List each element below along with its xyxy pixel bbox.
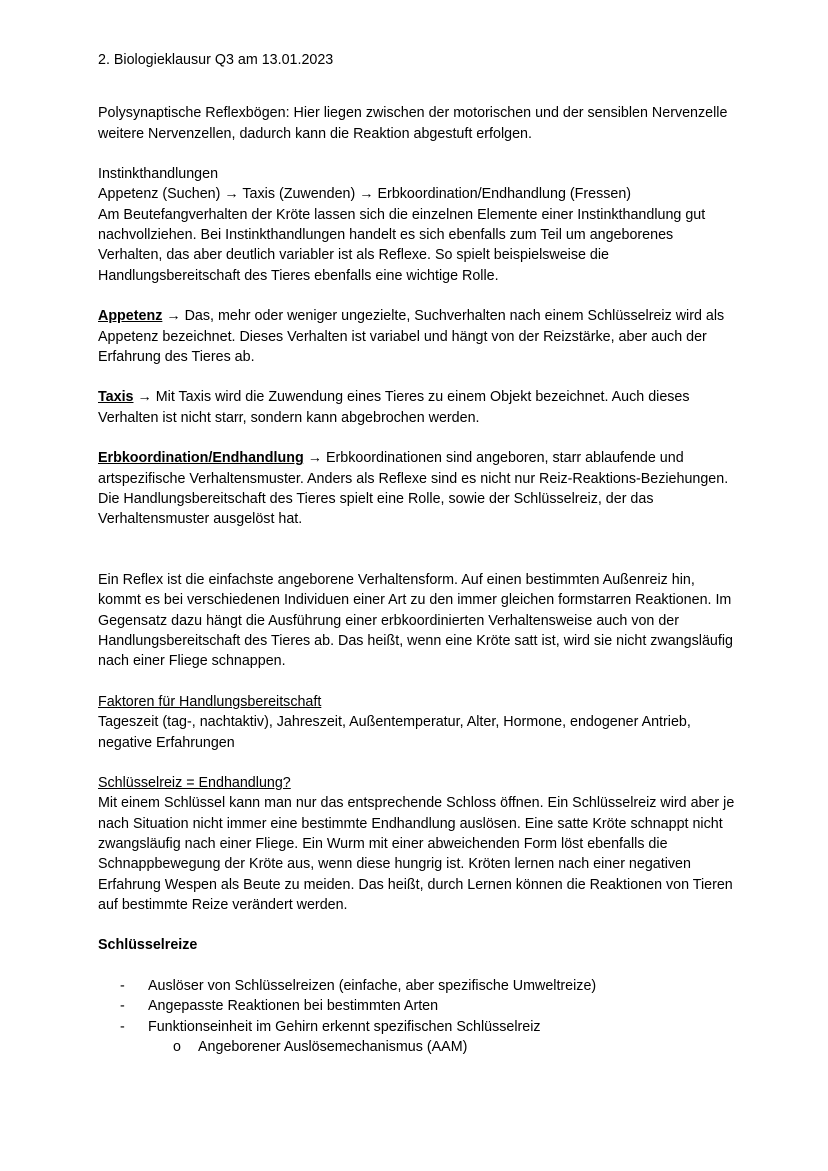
- schluesselreize-heading: Schlüsselreize: [98, 937, 198, 954]
- document-page: [98, 50, 738, 1057]
- erbkoordination-term: Erbkoordination/Endhandlung: [98, 450, 304, 467]
- sequence-erbkoordination: Erbkoordination/Endhandlung (Fressen): [377, 186, 632, 203]
- schluesselreize-list: [98, 976, 738, 1037]
- faktoren-text: Tageszeit (tag-, nachtaktiv), Jahreszeit, Außentemperatur, Alter, Hormone, endogener Antrieb, negative Erfahrungen: [98, 714, 691, 751]
- list-item: [98, 976, 738, 996]
- dash-bullet-icon: -: [120, 978, 125, 995]
- schluessel-endhandlung-text: Mit einem Schlüssel kann man nur das entsprechende Schloss öffnen. Ein Schlüsselreiz wird aber je nach Situation nicht immer eine bestimmte Endhandlung auslösen. Eine satte Kröte schnappt nicht zwangsläufig nach einer Fliege. Ein Wurm mit einer abweichenden Form löst ebenfalls die Schnappbewegung der Kröte aus, wenn diese hungrig ist. Kröten lernen nach einer negativen Erfahrung Wespen als Beute zu meiden. Das heißt, durch Lernen können die Reaktionen von Tieren auf bestimmte Reize verändert werden.: [98, 795, 735, 913]
- instinct-heading: Instinkthandlungen: [98, 166, 219, 183]
- sublist-item-text: Angeborener Auslösemechanismus (AAM): [198, 1038, 468, 1055]
- arrow-right-icon: →: [359, 186, 374, 203]
- instinct-sequence: [98, 184, 738, 204]
- taxis-paragraph: [98, 387, 738, 428]
- list-item: [98, 1017, 738, 1037]
- list-item-text: Auslöser von Schlüsselreizen (einfache, aber spezifische Umweltreize): [148, 978, 597, 995]
- sequence-appetenz: Appetenz (Suchen): [98, 186, 221, 203]
- reflex-paragraph: Ein Reflex ist die einfachste angeborene Verhaltensform. Auf einen bestimmten Außenreiz hin, kommt es bei verschiedenen Individuen einer Art zu den immer gleichen formstarren Reaktionen. Im Gegensatz dazu hängt die Ausführung einer erbkoordinierten Verhaltensweise auch von der Handlungsbereitschaft des Tieres ab. Das heißt, wenn eine Kröte satt ist, wird sie nicht zwangsläufig nach einer Fliege schnappen.: [98, 572, 733, 670]
- dash-bullet-icon: -: [120, 998, 125, 1015]
- taxis-term: Taxis: [98, 389, 134, 406]
- appetenz-term: Appetenz: [98, 308, 163, 325]
- list-item: [98, 996, 738, 1016]
- schluesselreize-sublist: [98, 1037, 738, 1057]
- faktoren-section: [98, 692, 738, 753]
- list-item-text: Angepasste Reaktionen bei bestimmten Arten: [148, 998, 439, 1015]
- arrow-right-icon: →: [166, 308, 181, 325]
- circle-bullet-icon: o: [173, 1038, 181, 1055]
- sequence-taxis: Taxis (Zuwenden): [242, 186, 356, 203]
- list-item-text: Funktionseinheit im Gehirn erkennt spezifischen Schlüsselreiz: [148, 1018, 541, 1035]
- schluessel-endhandlung-section: [98, 773, 738, 915]
- sublist-item: [98, 1037, 738, 1057]
- spacer: [98, 550, 738, 570]
- dash-bullet-icon: -: [120, 1018, 125, 1035]
- arrow-right-icon: →: [224, 186, 239, 203]
- instinct-section: [98, 164, 738, 286]
- faktoren-heading: Faktoren für Handlungsbereitschaft: [98, 693, 322, 710]
- appetenz-text: Das, mehr oder weniger ungezielte, Suchverhalten nach einem Schlüsselreiz wird als Appetenz bezeichnet. Dieses Verhalten ist variabel und hängt von der Reizstärke, aber auch der Erfahrung des Tieres ab.: [98, 308, 725, 365]
- taxis-text: Mit Taxis wird die Zuwendung eines Tieres zu einem Objekt bezeichnet. Auch dieses Verhalten ist nicht starr, sondern kann abgebrochen werden.: [98, 389, 690, 426]
- instinct-paragraph: Am Beutefangverhalten der Kröte lassen sich die einzelnen Elemente einer Instinkthandlung gut nachvollziehen. Bei Instinkthandlungen handelt es sich ebenfalls zum Teil um angeborenes Verhalten, das aber deutlich variabler ist als Reflexe. So spielt beispielsweise die Handlungsbereitschaft des Tieres ebenfalls eine wichtige Rolle.: [98, 206, 706, 284]
- arrow-right-icon: →: [307, 450, 322, 467]
- erbkoordination-paragraph: [98, 448, 738, 529]
- erbkoordination-text: Erbkoordinationen sind angeboren, starr ablaufende und artspezifische Verhaltensmuster. Anders als Reflexe sind es nicht nur Reiz-Reaktions-Beziehungen. Die Handlungsbereitschaft des Tieres spielt eine Rolle, sowie der Schlüsselreiz, der das Verhaltensmuster ausgelöst hat.: [98, 450, 729, 528]
- page-title: 2. Biologieklausur Q3 am 13.01.2023: [98, 52, 334, 68]
- polysynaptic-paragraph: Polysynaptische Reflexbögen: Hier liegen zwischen der motorischen und der sensiblen Nervenzelle weitere Nervenzellen, dadurch kann die Reaktion abgestuft erfolgen.: [98, 105, 728, 142]
- arrow-right-icon: →: [137, 389, 152, 406]
- schluesselreize-section: [98, 935, 738, 1057]
- appetenz-paragraph: [98, 306, 738, 367]
- schluessel-endhandlung-heading: Schlüsselreiz = Endhandlung?: [98, 775, 291, 792]
